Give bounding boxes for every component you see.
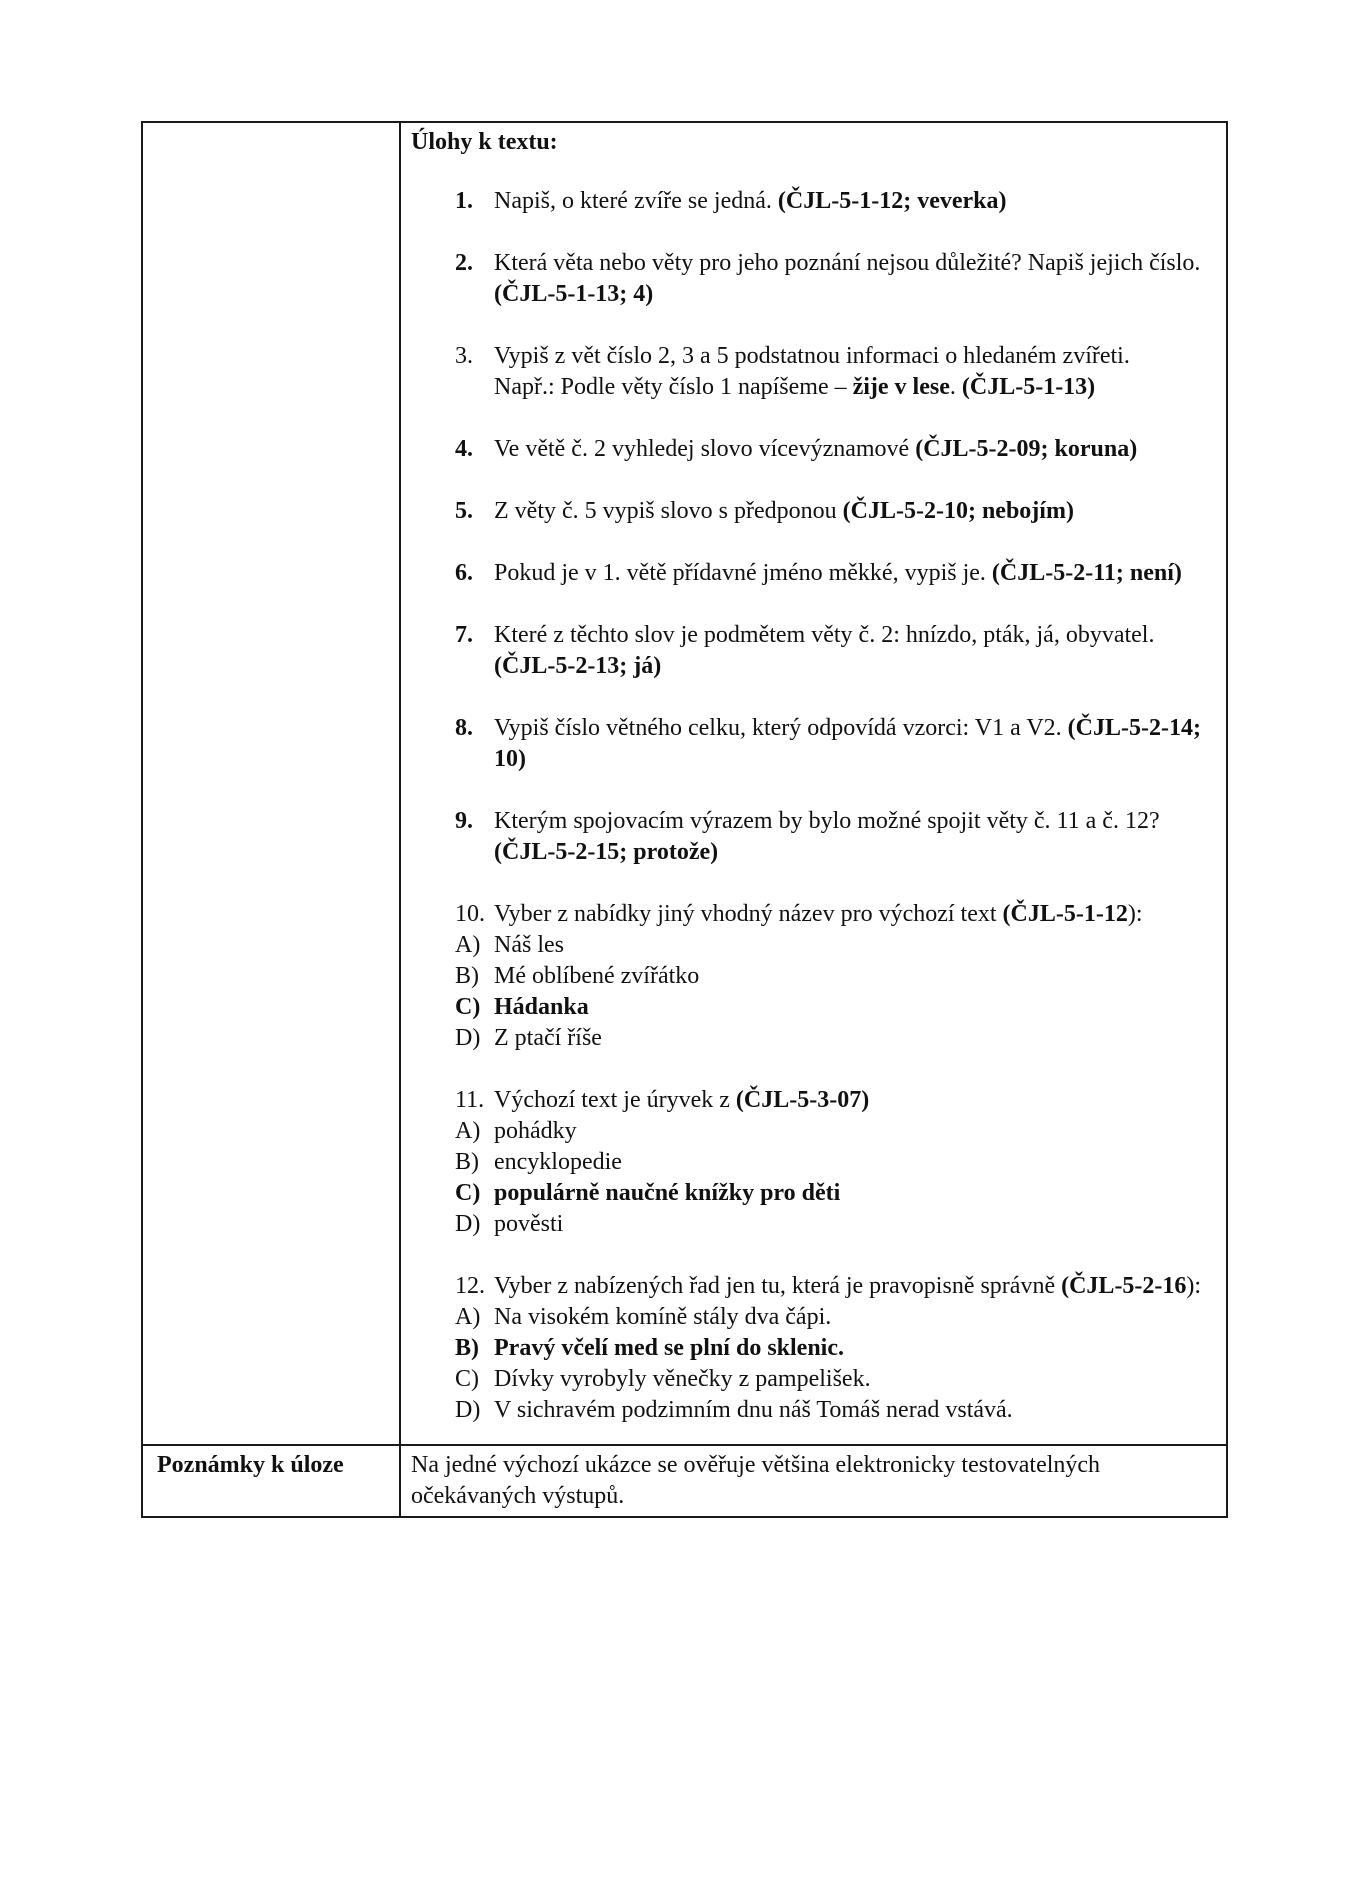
option-b-correct — [455, 1333, 1216, 1364]
question-number: 9. — [455, 808, 473, 834]
option-letter: A) — [455, 1304, 481, 1330]
question-number: 4. — [455, 436, 473, 462]
option-text: V sichravém podzimním dnu náš Tomáš nerad vstává. — [494, 1397, 1013, 1423]
question-12 — [455, 1271, 1216, 1426]
option-letter: D) — [455, 1211, 481, 1237]
question-answer: (ČJL-5-2-14; 10) — [494, 715, 1201, 772]
question-6 — [455, 558, 1216, 589]
question-answer: (ČJL-5-2-09; koruna) — [915, 436, 1138, 462]
option-letter: B) — [455, 1335, 479, 1361]
question-answer: (ČJL-5-2-11; není) — [991, 560, 1182, 586]
question-11 — [455, 1085, 1216, 1240]
question-number: 12. — [455, 1273, 485, 1299]
question-number: 6. — [455, 560, 473, 586]
question-answer: (ČJL-5-2-13; já) — [494, 653, 662, 679]
option-c-correct — [455, 992, 1216, 1023]
question-text: Vypiš z vět číslo 2, 3 a 5 podstatnou informaci o hledaném zvířeti. — [494, 343, 1130, 369]
option-d — [455, 1395, 1216, 1426]
option-text: Dívky vyrobyly věnečky z pampelišek. — [494, 1366, 871, 1392]
option-a — [455, 1116, 1216, 1147]
question-8 — [455, 713, 1216, 775]
option-letter: B) — [455, 1149, 479, 1175]
notes-text-cell — [400, 1445, 1227, 1517]
notes-row — [142, 1445, 1227, 1517]
option-d — [455, 1023, 1216, 1054]
example-bold: žije v lese — [852, 374, 950, 400]
question-answer: (ČJL-5-1-12 — [1002, 901, 1128, 927]
option-text: populárně naučné knížky pro děti — [494, 1180, 841, 1206]
option-text: Náš les — [494, 932, 564, 958]
option-text: Pravý včelí med se plní do sklenic. — [494, 1335, 844, 1361]
question-2 — [455, 248, 1216, 310]
option-a — [455, 930, 1216, 961]
question-text: Kterým spojovacím výrazem by bylo možné spojit věty č. 11 a č. 12? — [494, 808, 1160, 834]
option-d — [455, 1209, 1216, 1240]
option-text: Z ptačí říše — [494, 1025, 602, 1051]
question-7 — [455, 620, 1216, 682]
tasks-title: Úlohy k textu: — [411, 129, 558, 155]
question-number: 11. — [455, 1087, 485, 1113]
question-answer: (ČJL-5-1-12; veverka) — [777, 188, 1007, 214]
tasks-row — [142, 122, 1227, 1445]
question-text: Pokud je v 1. větě přídavné jméno měkké, vypiš je. — [494, 560, 992, 586]
option-a — [455, 1302, 1216, 1333]
question-suffix: ): — [1127, 901, 1143, 927]
question-text: Vyber z nabízených řad jen tu, která je pravopisně správně — [494, 1273, 1062, 1299]
option-text: Mé oblíbené zvířátko — [494, 963, 700, 989]
option-letter: C) — [455, 1366, 479, 1392]
notes-text: Na jedné výchozí ukázce se ověřuje většina elektronicky testovatelných očekávaných výstupů. — [411, 1452, 1101, 1509]
option-text: pohádky — [494, 1118, 577, 1144]
question-text: Vypiš číslo větného celku, který odpovídá vzorci: V1 a V2. — [494, 715, 1068, 741]
option-letter: D) — [455, 1397, 481, 1423]
example-suffix: . — [949, 374, 962, 400]
question-answer: (ČJL-5-2-15; protože) — [494, 839, 719, 865]
question-number: 1. — [455, 188, 473, 214]
option-text: Hádanka — [494, 994, 589, 1020]
question-text: Ve větě č. 2 vyhledej slovo vícevýznamové — [494, 436, 916, 462]
question-text: Která věta nebo věty pro jeho poznání nejsou důležité? Napiš jejich číslo. — [494, 250, 1201, 276]
question-answer: (ČJL-5-3-07) — [735, 1087, 870, 1113]
notes-label-cell — [142, 1445, 400, 1517]
option-text: encyklopedie — [494, 1149, 622, 1175]
question-number: 2. — [455, 250, 473, 276]
option-letter: C) — [455, 1180, 481, 1206]
question-text: Které z těchto slov je podmětem věty č. 2: hnízdo, pták, já, obyvatel. — [494, 622, 1155, 648]
option-b — [455, 1147, 1216, 1178]
question-number: 3. — [455, 343, 473, 369]
question-number: 5. — [455, 498, 473, 524]
option-text: Na visokém komíně stály dva čápi. — [494, 1304, 832, 1330]
example-prefix: Např.: Podle věty číslo 1 napíšeme – — [494, 374, 853, 400]
question-1 — [455, 186, 1216, 217]
question-number: 8. — [455, 715, 473, 741]
option-letter: B) — [455, 963, 479, 989]
option-b — [455, 961, 1216, 992]
question-answer: (ČJL-5-1-13) — [961, 374, 1096, 400]
question-answer: (ČJL-5-2-16 — [1061, 1273, 1187, 1299]
option-letter: A) — [455, 1118, 481, 1144]
option-c — [455, 1364, 1216, 1395]
question-text: Výchozí text je úryvek z — [494, 1087, 736, 1113]
question-number: 7. — [455, 622, 473, 648]
option-letter: C) — [455, 994, 481, 1020]
question-number: 10. — [455, 901, 485, 927]
question-text: Z věty č. 5 vypiš slovo s předponou — [494, 498, 843, 524]
question-example — [494, 372, 1216, 403]
task-table — [141, 121, 1228, 1518]
question-10 — [455, 899, 1216, 1054]
question-text: Napiš, o které zvíře se jedná. — [494, 188, 778, 214]
empty-label-cell — [142, 122, 400, 1445]
question-suffix: ): — [1186, 1273, 1202, 1299]
question-answer: (ČJL-5-2-10; nebojím) — [842, 498, 1074, 524]
option-text: pověsti — [494, 1211, 564, 1237]
option-letter: D) — [455, 1025, 481, 1051]
question-answer: (ČJL-5-1-13; 4) — [494, 281, 654, 307]
question-4 — [455, 434, 1216, 465]
option-letter: A) — [455, 932, 481, 958]
option-c-correct — [455, 1178, 1216, 1209]
question-3 — [455, 341, 1216, 403]
question-9 — [455, 806, 1216, 868]
question-text: Vyber z nabídky jiný vhodný název pro výchozí text — [494, 901, 1003, 927]
tasks-cell — [400, 122, 1227, 1445]
question-5 — [455, 496, 1216, 527]
notes-label: Poznámky k úloze — [157, 1452, 344, 1478]
